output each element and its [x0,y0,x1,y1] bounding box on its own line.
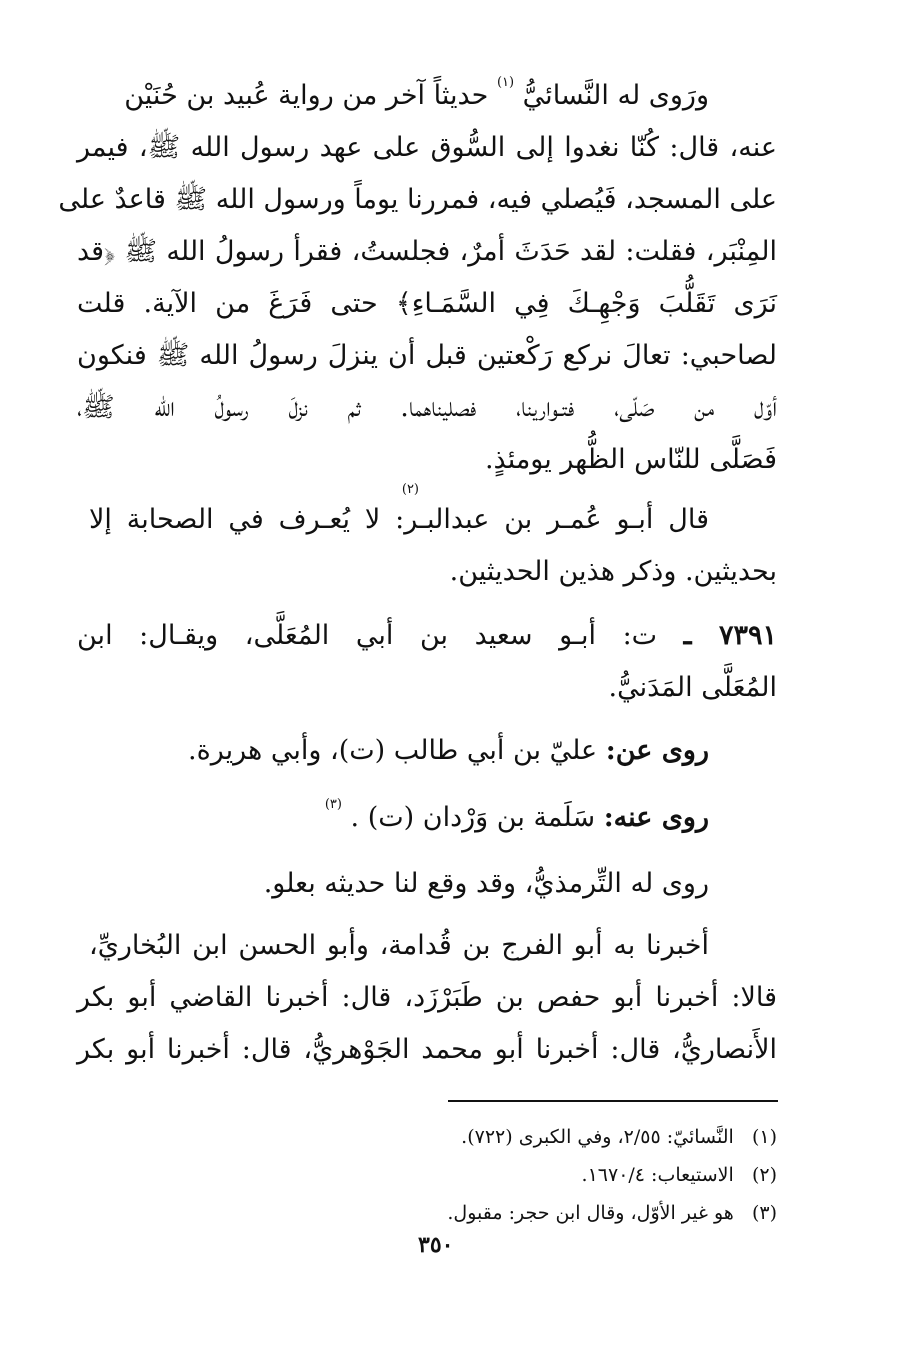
text-span: حديثاً آخر من رواية عُبيد بن حُنَيْن [124,80,489,111]
narrated-by-line [89,792,709,849]
text-span: سَلَمة بن وَرْدان (ت) . [350,802,596,833]
text-span: ت: أبـو سعيد بن أبي المُعَلَّى، ويقـال: ابن [77,620,658,651]
paragraph-line: أوّل من صَلّى، فتـوارينا، فصليناهما. ثم نزلَ رسولُ الله ﷺ، [77,392,777,423]
footnote-text: النَّسائيّ: ٢/٥٥، وفي الكبرى (٧٢٢). [461,1126,734,1148]
paragraph-line [89,70,709,127]
footnote-number: (٢) [751,1164,777,1186]
footnote [582,1160,777,1190]
narrated-from-line [89,725,709,777]
text-span: قال أبـو عُمـر بن عبدالبـر: لا يُعـرف في الصحابة إلا [89,504,709,535]
paragraph-line: بحديثين. وذكر هذين الحديثين. [449,556,777,587]
paragraph-line: فَصَلَّى للنّاس الظُّهر يومئذٍ. [484,444,777,475]
paragraph-line: نَرَى تَقَلُّبَ وَجْهِـكَ فِي السَّمَـاءِ﴾ حتى فَرَغَ من الآية. قلت [77,288,777,319]
footnote-marker: (٣) [324,797,342,812]
paragraph-line: لصاحبي: تعالَ نركع رَكْعتين قبل أن ينزلَ رسولُ الله ﷺ فنكون [77,340,777,371]
footnote [461,1122,777,1152]
paragraph-line: المِنْبَر، فقلت: لقد حَدَثَ أمرٌ، فجلستُ، فقرأ رسولُ الله ﷺ ﴿قد [77,236,777,267]
entry-number: ٧٣٩١ ـ [683,620,777,651]
label: روى عن: [605,735,709,766]
text-span: عليّ بن أبي طالب (ت)، وأبي هريرة. [188,735,598,766]
footnote-number: (١) [751,1126,777,1148]
paragraph-line [89,494,709,546]
paragraph-line: الأَنصاريُّ، قال: أخبرنا أبو محمد الجَوْهريُّ، قال: أخبرنا أبو بكر [77,1034,777,1065]
paragraph-line: على المسجد، فَيُصلي فيه، فمررنا يوماً ورسول الله ﷺ قاعدٌ على [58,184,777,215]
page-number: ٣٥٠ [418,1232,454,1258]
footnote [447,1198,777,1228]
footnote-marker: (١) [496,75,515,90]
paragraph-line: عنه، قال: كُنّا نغدوا إلى السُّوق على عهد رسول الله ﷺ، فيمر [77,132,777,163]
footnote-marker: (٢) [401,482,419,497]
footnote-text: الاستيعاب: ١٦٧٠/٤. [581,1164,734,1186]
paragraph-line: روى له التِّرمذيُّ، وقد وقع لنا حديثه بعلو. [263,868,709,899]
footnote-divider [448,1100,778,1102]
paragraph-line: أخبرنا به أبو الفرج بن قُدامة، وأبو الحسن ابن البُخاريِّ، [89,930,709,961]
footnote-number: (٣) [751,1202,777,1224]
entry-heading-line: المُعَلَّى المَدَنيُّ. [608,672,777,703]
entry-heading-line [77,610,777,662]
paragraph-line: قالا: أخبرنا أبو حفص بن طَبَرْزَد، قال: أخبرنا القاضي أبو بكر [77,982,777,1013]
label: روى عنه: [603,802,709,833]
text-span: ورَوى له النَّسائيُّ [522,80,709,111]
footnote-text: هو غير الأوّل، وقال ابن حجر: مقبول. [447,1202,734,1224]
